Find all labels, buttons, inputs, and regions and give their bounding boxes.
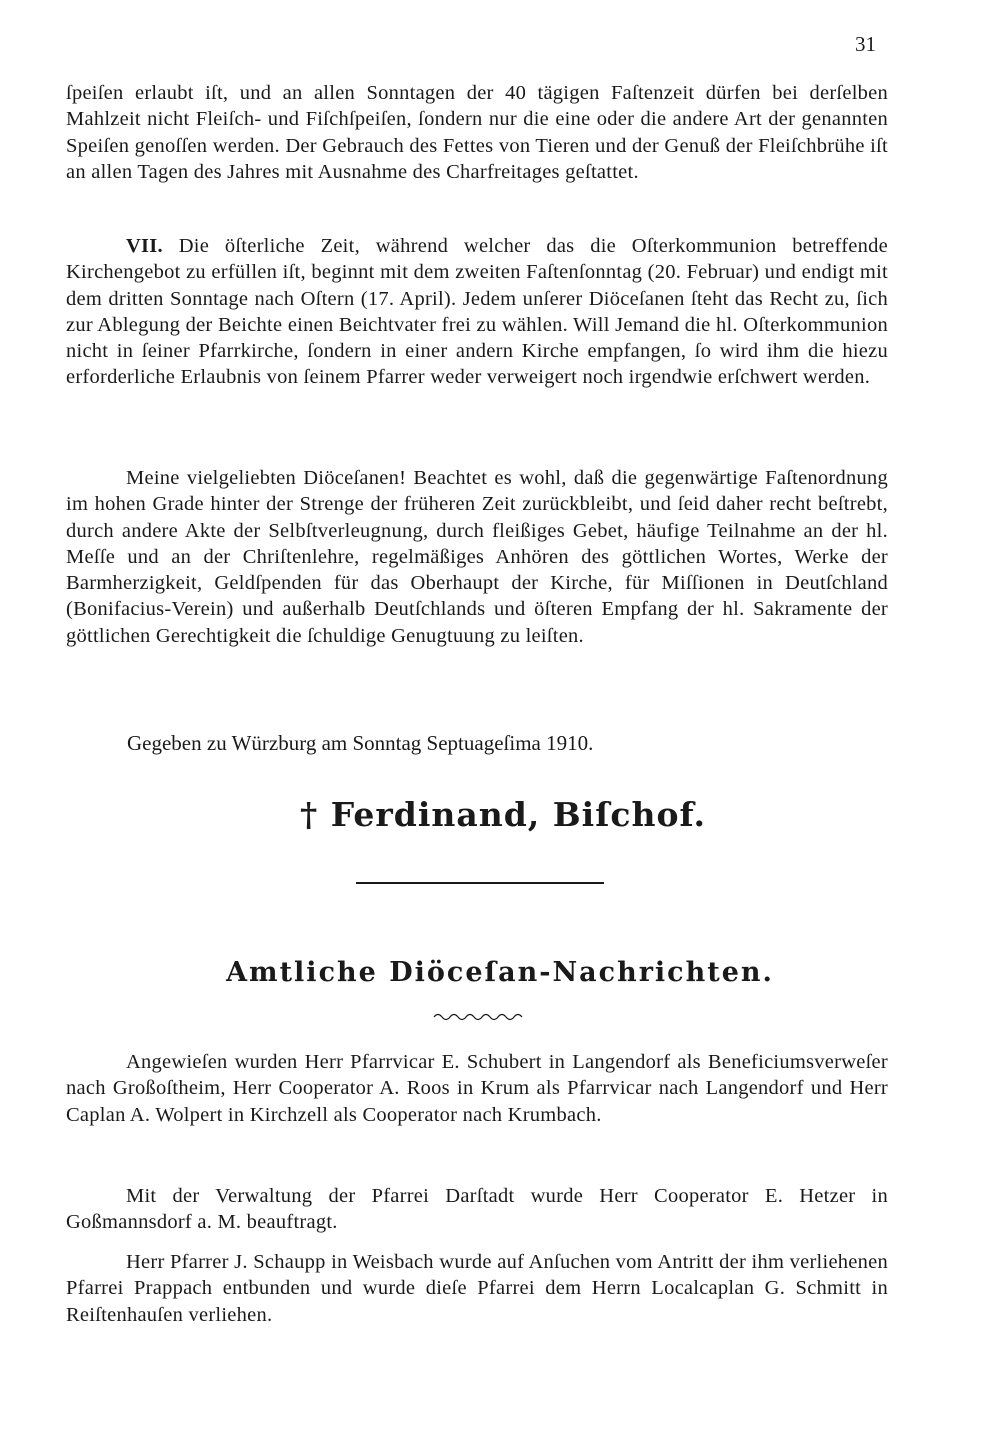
paragraph-exhortation: Meine vielgeliebten Diöceſanen! Beachtet es wohl, daß die gegenwärtige Faſtenordnung im hohen Grade hinter der Strenge der früheren Zeit zurückbleibt, und ſeid daher recht beſtrebt, durch andere Akte der Selbſtverleugnung, durch fleißiges Gebet, häufige Teilnahme an der hl. Meſſe und an der Chriſtenlehre, regelmäßiges Anhören des göttlichen Wortes, Werke der Barmherzigkeit, Geldſpenden für das Oberhaupt der Kirche, für Miſſionen in Deutſchland (Bonifacius-Verein) und außerhalb Deutſchlands und öſteren Empfang der hl. Sakramente der göttlichen Gerechtigkeit die ſchuldige Genugtuung zu leiſten. xyxy=(66,467,888,647)
section-numeral: VII. xyxy=(126,235,163,257)
notice-assignments: Angewieſen wurden Herr Pfarrvicar E. Schubert in Langendorf als Beneficiumsverweſer nach Großoſtheim, Herr Cooperator A. Roos in Krum als Pfarrvicar nach Langendorf und Herr Caplan A. Wolpert in Kirchzell als Cooperator nach Krumbach. xyxy=(66,1051,888,1126)
notice-administration: Mit der Verwaltung der Pfarrei Darſtadt wurde Herr Cooperator E. Hetzer in Goßmannsdorf a. M. beauftragt. xyxy=(66,1185,888,1234)
paragraph-easter-time-text: Die öſterliche Zeit, während welcher das die Oſterkommunion betreffende Kirchengebot zu erfüllen iſt, beginnt mit dem zweiten Faſtenſonntag (20. Februar) und endigt mit dem dritten Sonntage nach Oſtern (17. April). Jedem unſerer Diöceſanen ſteht das Recht zu, ſich zur Ablegung der Beichte einen Beichtvater frei zu wählen. Will Jemand die hl. Oſterkommunion nicht in ſeiner Pfarrkirche, ſondern in einer andern Kirche empfangen, ſo wird ihm die hiezu erforderliche Erlaubnis von ſeinem Pfarrer weder verweigert noch irgendwie erſchwert werden. xyxy=(66,235,889,389)
page-number: 31 xyxy=(855,32,876,56)
notice-release: Herr Pfarrer J. Schaupp in Weisbach wurde auf Anſuchen vom Antritt der ihm verliehenen Pfarrei Prappach entbunden und wurde dieſe Pfarrei dem Herrn Localcaplan G. Schmitt in Reiſtenhauſen verliehen. xyxy=(66,1251,888,1326)
paragraph-fasting-rules: ſpeiſen erlaubt iſt, und an allen Sonntagen der 40 tägigen Faſtenzeit dürfen bei derſelben Mahlzeit nicht Fleiſch- und Fiſchſpeiſen, ſondern nur die eine oder die andere Art der genannten Speiſen genoſſen werden. Der Gebrauch des Fettes von Tieren und der Genuß der Fleiſchbrühe iſt an allen Tagen des Jahres mit Ausnahme des Charfreitages geſtattet. xyxy=(66,82,888,183)
section-divider xyxy=(356,882,604,884)
section-heading: Amtliche Diöceſan-Nachrichten. xyxy=(226,957,774,988)
bishop-signature: † Ferdinand, Biſchof. xyxy=(300,795,707,834)
dateline: Gegeben zu Würzburg am Sonntag Septuageſima 1910. xyxy=(127,731,594,755)
paragraph-easter-time xyxy=(66,233,888,391)
ornament-squiggle xyxy=(432,1011,524,1021)
